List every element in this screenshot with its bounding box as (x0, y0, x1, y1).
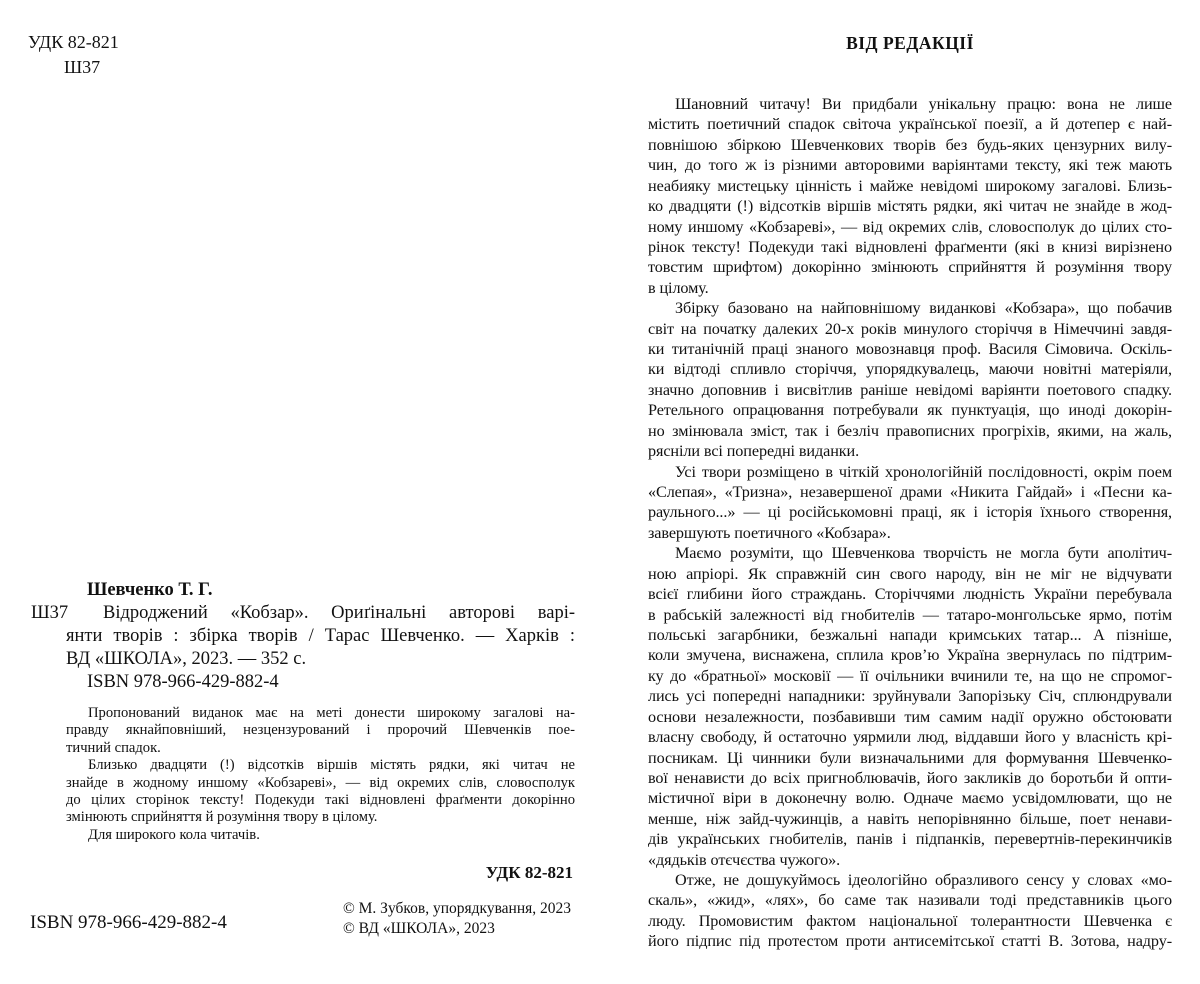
text-line: Шановний читачу! Ви придбали унікальну працю: вона не лише (675, 95, 1172, 113)
text-line: © М. Зубков, упорядкування, 2023 (343, 900, 572, 917)
text-line: Пропонований виданок має на меті донести широкому загалові на- (88, 705, 575, 721)
text-line: ки титанічній праці знаного мовознавця проф. Василя Сімовича. Оскіль- (648, 340, 1172, 359)
text-line: © ВД «ШКОЛА», 2023 (343, 919, 495, 937)
preface-paragraph (648, 94, 1172, 298)
preface-body (648, 94, 1172, 952)
text-line: ною апріорі. Як справжній син свого народу, він не міг не відчувати (648, 564, 1172, 583)
text-line: повнішою збіркою Шевченкових творів без будь-яких цензурних вилу- (648, 135, 1172, 154)
text-line: Усі твори розміщено в чіткій хронологійній послідовності, окрім поем (675, 462, 1172, 481)
catalog-title-line: янти творів : збірка творів / Тарас Шевченко. — Харків : (66, 626, 575, 646)
text-line: правду якнайповніший, незцензурований і пророчий Шевченків пое- (66, 722, 575, 739)
copyright-block (343, 899, 571, 938)
udk-classification-bottom: УДК 82-821 (485, 863, 573, 882)
text-line: чин, до того ж із різними авторовими варіянтами тексту, які теж мають (648, 156, 1172, 175)
catalog-title-line: ВД «ШКОЛА», 2023. — 352 с. (66, 649, 307, 669)
text-line: містить поетичний спадок світоча української поезії, а й дотепер є най- (648, 115, 1172, 134)
annotation-paragraph (66, 827, 575, 844)
catalog-author: Шевченко Т. Г. (87, 580, 213, 600)
text-line: дів українських гнобителів, панів і підпанків, перевертнів-перекинчиків (648, 830, 1172, 849)
text-line: товстим шрифтом) докорінно змінюють сприйняття й розуміння твору (648, 258, 1172, 277)
text-line: лись усі попередні нападники: зруйнували Запорізьку Січ, сплюндрували (648, 687, 1172, 706)
annotation-paragraph (66, 705, 575, 757)
text-line: тичний спадок. (66, 739, 161, 756)
text-line: неабияку мистецьку цінність і майже невідомі широкому загалові. Близь- (648, 176, 1172, 195)
text-line: раульного...» — ці російськомовні праці, як і історія їхнього створення, (648, 503, 1172, 522)
text-line: ко двадцяти (!) відсотків віршів містять рядки, які читач не знайде в жод- (648, 197, 1172, 216)
text-line: люду. Промовистим фактом національної толерантности Шевченка є (648, 911, 1172, 930)
text-line: до цілих сторінок тексту! Подекуди такі відновлені фраґменти докорінно (66, 792, 575, 809)
text-line: менше, ніж зайд-чужинців, а навіть непорівнянно більше, поет ненави- (648, 809, 1172, 828)
text-line: коли змучена, виснажена, сплила кров’ю Україна звернулась по підтрим- (648, 646, 1172, 665)
catalog-index: Ш37 (31, 603, 69, 623)
udk-classification-top (28, 30, 119, 80)
text-line: ку до «братньої» московії — її очільники вчинили те, на що не спромог- (648, 666, 1172, 685)
text-line: його підпис під протестом проти антисемітської статті В. Зотова, надру- (648, 932, 1172, 951)
annotation-paragraph (66, 757, 575, 827)
isbn-bottom: ISBN 978-966-429-882-4 (30, 912, 227, 933)
text-line: знайде в жодному иншому «Кобзареві», — від окремих слів, словосполук (66, 774, 575, 791)
text-line: рясніли всі попередні виданки. (648, 442, 860, 461)
text-line: Ретельного опрацювання потребували як пунктуація, що иноді докорін- (648, 401, 1172, 420)
text-line: посникам. Ці чинники були визначальними для формування Шевченко- (648, 748, 1172, 767)
text-line: Маємо розуміти, що Шевченкова творчість не могла бути аполітич- (675, 544, 1172, 563)
catalog-card (31, 579, 575, 694)
catalog-title-line (31, 602, 575, 625)
bbk-author-index: Ш37 (64, 57, 101, 77)
text-line: Отже, не дошукуймось ідеологійно образливого сенсу у словах «мо- (675, 871, 1172, 890)
text-line: власну свободу, й остаточно уярмили люд, віддавши його у власність крі- (648, 728, 1172, 747)
text-line: всієї глибини його страждань. Сторіччями людність України перебувала (648, 585, 1172, 604)
text-line: основи незалежности, позбавивши тим самим надії оружно обстоювати (648, 707, 1172, 726)
preface-paragraph (648, 543, 1172, 870)
catalog-isbn: ISBN 978-966-429-882-4 (87, 672, 279, 692)
text-line: ки відтоді спливло сторіччя, упорядкувалець, маючи новітні матеріяли, (648, 360, 1172, 379)
text-line: скаль», «жид», «лях», бо саме так називали тоді представників цього (648, 891, 1172, 910)
text-line: Близько двадцяти (!) відсотків віршів містять рядки, які читач не (88, 757, 575, 774)
text-line: польські загарбники, безжальні напади кримських татар... А пізніше, (648, 625, 1172, 644)
text-line: завершують поетичного «Кобзара». (648, 523, 891, 542)
catalog-title-text: Відроджений «Кобзар». Ориґінальні авторові варі- (103, 603, 575, 623)
preface-paragraph (648, 298, 1172, 461)
preface-paragraph (648, 870, 1172, 952)
preface-paragraph (648, 462, 1172, 544)
text-line: но змінювала зміст, так і безліч правописних прогріхів, якими, на жаль, (648, 421, 1172, 440)
text-line: рінок тексту! Подекуди такі відновлені фраґменти (які в книзі вирізнено (648, 237, 1172, 256)
text-line: в цілому. (648, 278, 709, 297)
text-line: світ на початку далеких 20-х років минулого сторіччя в Німеччині завдя- (648, 319, 1172, 338)
text-line: в рабській залежності від гнобителів — татаро-монгольське ярмо, потім (648, 605, 1172, 624)
text-line: «Слепая», «Тризна», незавершеної драми «Никита Гайдай» і «Песни ка- (648, 483, 1172, 502)
text-line: ному иншому «Кобзареві», — від окремих слів, словосполук до цілих сто- (648, 217, 1172, 236)
text-line: «дядьків отєчєства чужого». (648, 850, 841, 869)
text-line: містичної віри в доконечну волю. Одначе маємо усвідомлювати, що не (648, 789, 1172, 808)
text-line: значно доповнив і висвітлив раніше невідомі варіянти поетового спадку. (648, 380, 1172, 399)
text-line: Збірку базовано на найповнішому виданкові «Кобзара», що побачив (675, 299, 1172, 318)
text-line: вої ненависти до всіх пригноблювачів, його закликів до боротьби й опти- (648, 768, 1172, 787)
text-line: Для широкого кола читачів. (88, 826, 260, 843)
preface-title: ВІД РЕДАКЦІЇ (846, 33, 974, 53)
annotation-block (66, 705, 575, 844)
udk-number: УДК 82-821 (28, 32, 119, 52)
text-line: змінюють сприйняття й розуміння твору в цілому. (66, 809, 378, 826)
